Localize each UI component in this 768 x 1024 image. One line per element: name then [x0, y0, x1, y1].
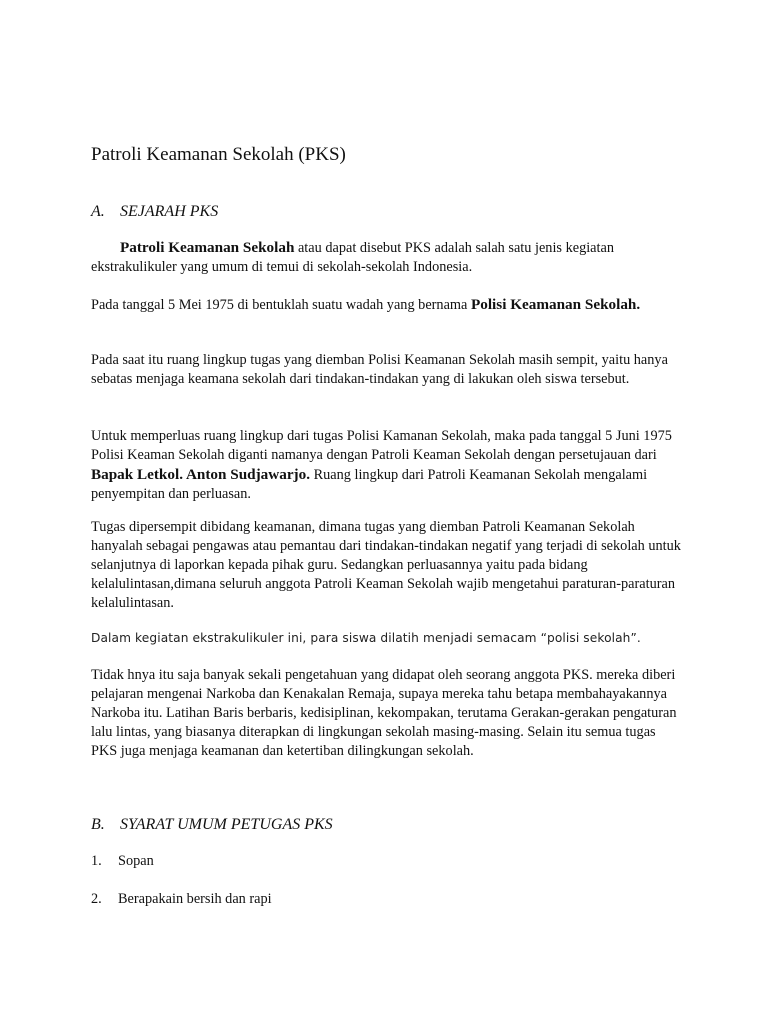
- document-title: Patroli Keamanan Sekolah (PKS): [91, 144, 346, 165]
- paragraph-4-text-after: Ruang lingkup dari Patroli Keamanan Sekolah mengalami penyempitan dan perluasan.: [91, 467, 648, 502]
- paragraph-3: Pada saat itu ruang lingkup tugas yang diemban Polisi Keamanan Sekolah masih sempit, yaitu hanya sebatas menjaga keamana sekolah dari tindakan-tindakan yang di lakukan oleh siswa tersebut.: [91, 352, 668, 387]
- section-a-heading: [91, 203, 218, 221]
- paragraph-2-text: Pada tanggal 5 Mei 1975 di bentuklah suatu wadah yang bernama: [91, 297, 471, 313]
- paragraph-4-text-before: Untuk memperluas ruang lingkup dari tugas Polisi Kamanan Sekolah, maka pada tanggal 5 Juni 1975 Polisi Keaman Sekolah diganti namanya dengan Patroli Keaman Sekolah dengan persetujauan dari: [91, 428, 672, 463]
- list-item: [91, 853, 154, 870]
- paragraph-4-bold: Bapak Letkol. Anton Sudjawarjo.: [91, 466, 311, 483]
- list-item-text: Sopan: [118, 853, 154, 869]
- section-b-title: SYARAT UMUM PETUGAS PKS: [120, 816, 333, 833]
- paragraph-6: Dalam kegiatan ekstrakulikuler ini, para siswa dilatih menjadi semacam “polisi sekolah”.: [91, 631, 641, 645]
- section-b-heading: [91, 816, 333, 834]
- paragraph-2: [91, 295, 683, 315]
- section-a-letter: A.: [91, 203, 105, 220]
- paragraph-4: [91, 427, 683, 504]
- paragraph-5: Tugas dipersempit dibidang keamanan, dimana tugas yang diemban Patroli Keamanan Sekolah hanyalah sebagai pengawas atau pemantau dari tindakan-tindakan negatif yang terjadi di sekolah untuk selanjutnya di laporkan kepada pihak guru. Sedangkan perluasannya yaitu pada bidang kelalulintasan,dimana seluruh anggota Patroli Keaman Sekolah wajib mengetahui paraturan-paraturan kelalulintasan.: [91, 519, 681, 611]
- paragraph-2-bold: Polisi Keamanan Sekolah.: [470, 296, 641, 313]
- list-item: [91, 891, 272, 908]
- list-item-text: Berapakain bersih dan rapi: [118, 891, 272, 907]
- paragraph-1: [91, 238, 683, 277]
- section-b-letter: B.: [91, 816, 105, 833]
- list-item-number: 2.: [91, 891, 102, 907]
- paragraph-1-bold: Patroli Keamanan Sekolah: [120, 239, 295, 256]
- paragraph-7: Tidak hnya itu saja banyak sekali pengetahuan yang didapat oleh seorang anggota PKS. mereka diberi pelajaran mengenai Narkoba dan Kenakalan Remaja, supaya mereka tahu betapa membahayakannya Narkoba itu. Latihan Baris berbaris, kedisiplinan, kekompakan, terutama Gerakan-gerakan pengaturan lalu lintas, yang biasanya diterapkan di lingkungan sekolah masing-masing. Selain itu semua tugas PKS juga menjaga keamanan dan ketertiban dilingkungan sekolah.: [91, 667, 677, 759]
- list-item-number: 1.: [91, 853, 102, 869]
- paragraph-1-text: atau dapat disebut PKS adalah salah satu jenis kegiatan ekstrakulikuler yang umum di temui di sekolah-sekolah Indonesia.: [91, 240, 614, 275]
- section-a-title: SEJARAH PKS: [120, 203, 219, 220]
